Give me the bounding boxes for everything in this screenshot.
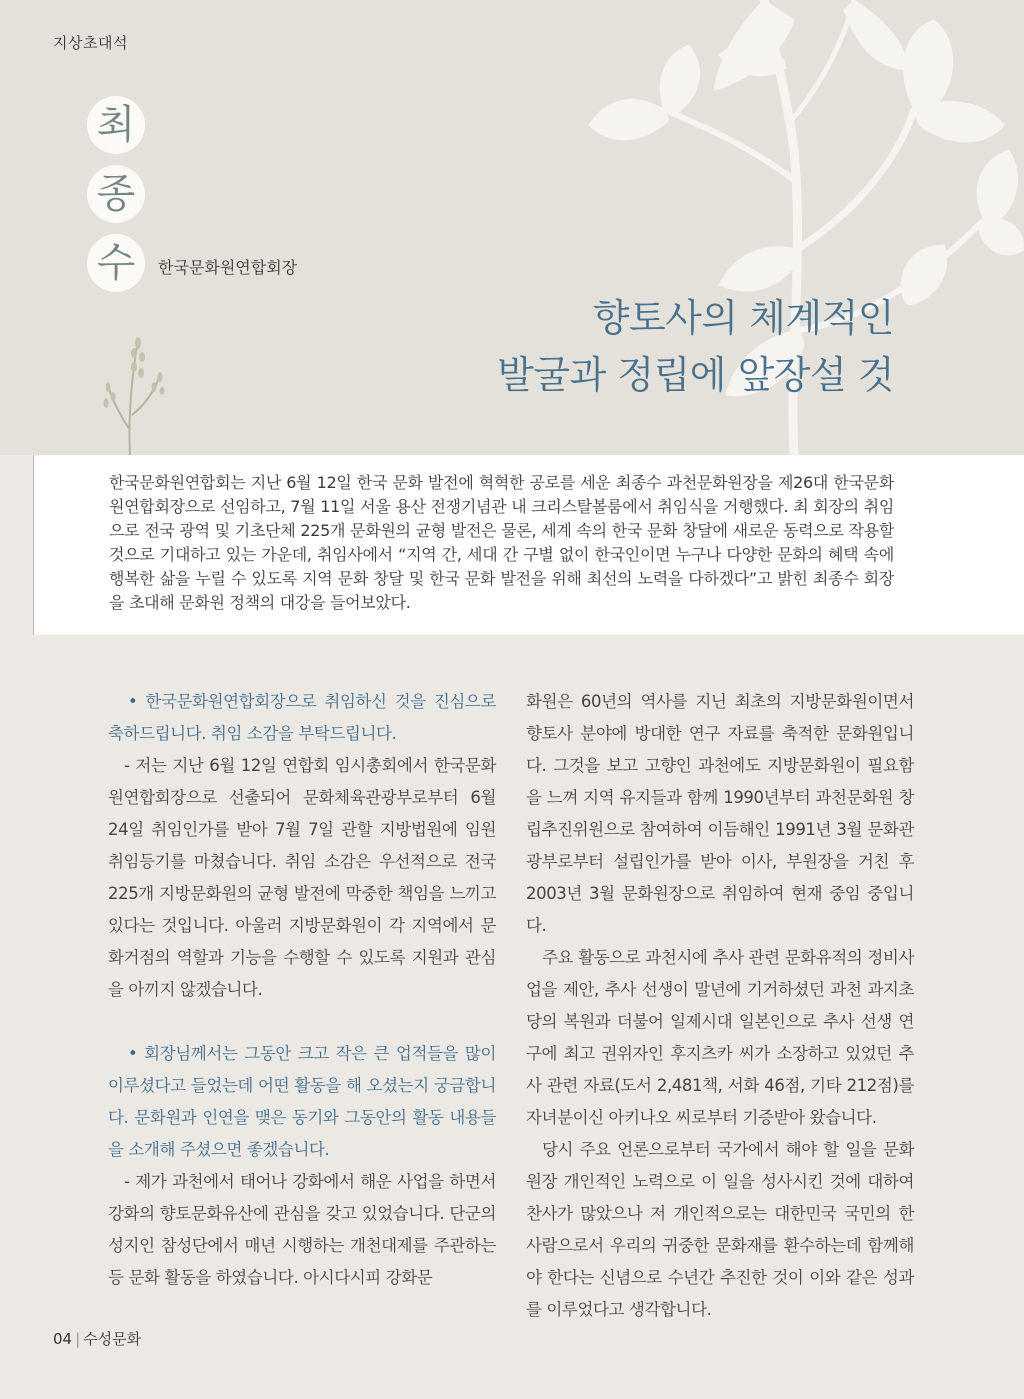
body-paragraph: 화원은 60년의 역사를 지닌 최초의 지방문화원이면서 향토사 분야에 방대한 연구 자료를 축적한 문화원입니다. 그것을 보고 고향인 과천에도 지방문화원이 필요함을 느껴 지역 유지들과 함께 1990년부터 과천문화원 창립추진위원으로 참여하여 이듬해인 1991년 3월 문화관광부로부터 설립인가를 받아 이사, 부원장을 거친 후 2003년 3월 문화원장으로 취임하여 현재 중임 중입니다.: [526, 692, 914, 935]
name-char-circle: 수: [87, 234, 145, 292]
body-paragraph: 당시 주요 언론으로부터 국가에서 해야 할 일을 문화원장 개인적인 노력으로 이 일을 성사시킨 것에 대하여 찬사가 많았으나 저 개인적으로는 대한민국 국민의 한 사람으로서 우리의 귀중한 문화재를 환수하는데 함께해야 한다는 신념으로 수년간 추진한 것이 이와 같은 성과를 이루었다고 생각합니다.: [526, 1140, 914, 1319]
lead-paragraph: 한국문화원연합회는 지난 6월 12일 한국 문화 발전에 혁혁한 공로를 세운 최종수 과천문화원장을 제26대 한국문화원연합회장으로 선임하고, 7월 11일 서울 용산 전쟁기념관 내 크리스탈볼룸에서 취임식을 거행했다. 최 회장의 취임으로 전국 광역 및 기초단체 225개 문화원의 균형 발전은 물론, 세계 속의 한국 문화 창달에 새로운 동력으로 작용할 것으로 기대하고 있는 가운데, 취임사에서 “지역 간, 세대 간 구별 없이 한국인이면 누구나 다양한 문화의 혜택 속에 행복한 삶을 누릴 수 있도록 지역 문화 창달 및 한국 문화 발전을 위해 최선의 노력을 다하겠다”고 밝힌 최종수 회장을 초대해 문화원 정책의 대강을 들어보았다.: [109, 473, 894, 612]
magazine-name: 수성문화: [83, 1330, 142, 1348]
article-title: [497, 290, 894, 404]
section-label: 지상초대석: [53, 34, 128, 52]
body-paragraph: 주요 활동으로 과천시에 추사 관련 문화유적의 정비사업을 제안, 추사 선생이 말년에 기거하셨던 과천 과지초당의 복원과 더불어 일제시대 일본인으로 추사 선생 연구에 최고 권위자인 후지츠카 씨가 소장하고 있었던 추사 관련 자료(도서 2,481책, 서화 46점, 기타 212점)를 자녀분이신 아키나오 씨로부터 기증받아 왔습니다.: [526, 948, 914, 1127]
answer-2: - 제가 과천에서 태어나 강화에서 해운 사업을 하면서 강화의 향토문화유산에 관심을 갖고 있었습니다. 단군의 성지인 참성단에서 매년 시행하는 개천대제를 주관하는 등 문화 활동을 하였습니다. 아시다시피 강화문: [108, 1172, 496, 1287]
name-char-circle: 최: [87, 96, 145, 154]
body-column-right: [526, 686, 914, 1326]
page-number: 04: [53, 1330, 73, 1348]
body-column-left: [108, 686, 496, 1294]
title-line-2: 발굴과 정립에 앞장설 것: [497, 353, 894, 397]
interviewee-role: 한국문화원연합회장: [158, 258, 298, 277]
answer-1: - 저는 지난 6월 12일 연합회 임시총회에서 한국문화원연합회장으로 선출되어 문화체육관광부로부터 6월 24일 취임인가를 받아 7월 7일 관할 지방법원에 임원 취임등기를 마쳤습니다. 취임 소감은 우선적으로 전국 225개 지방문화원의 균형 발전에 막중한 책임을 느끼고 있다는 것입니다. 아울러 지방문화원이 각 지역에서 문화거점의 역할과 기능을 수행할 수 있도록 지원과 관심을 아끼지 않겠습니다.: [108, 756, 496, 999]
lead-box: [33, 455, 1024, 635]
question-2: • 회장님께서는 그동안 크고 작은 큰 업적들을 많이 이루셨다고 들었는데 어떤 활동을 해 오셨는지 궁금합니다. 문화원과 인연을 맺은 동기와 그동안의 활동 내용들을 소개해 주셨으면 좋겠습니다.: [108, 1044, 496, 1159]
page-footer: 04 | 수성문화: [53, 1330, 142, 1348]
question-1: • 한국문화원연합회장으로 취임하신 것을 진심으로 축하드립니다. 취임 소감을 부탁드립니다.: [108, 692, 496, 743]
herb-illustration: [100, 335, 170, 455]
title-line-1: 향토사의 체계적인: [592, 296, 894, 340]
name-char-circle: 종: [87, 165, 145, 223]
hero-banner: [0, 0, 1024, 455]
